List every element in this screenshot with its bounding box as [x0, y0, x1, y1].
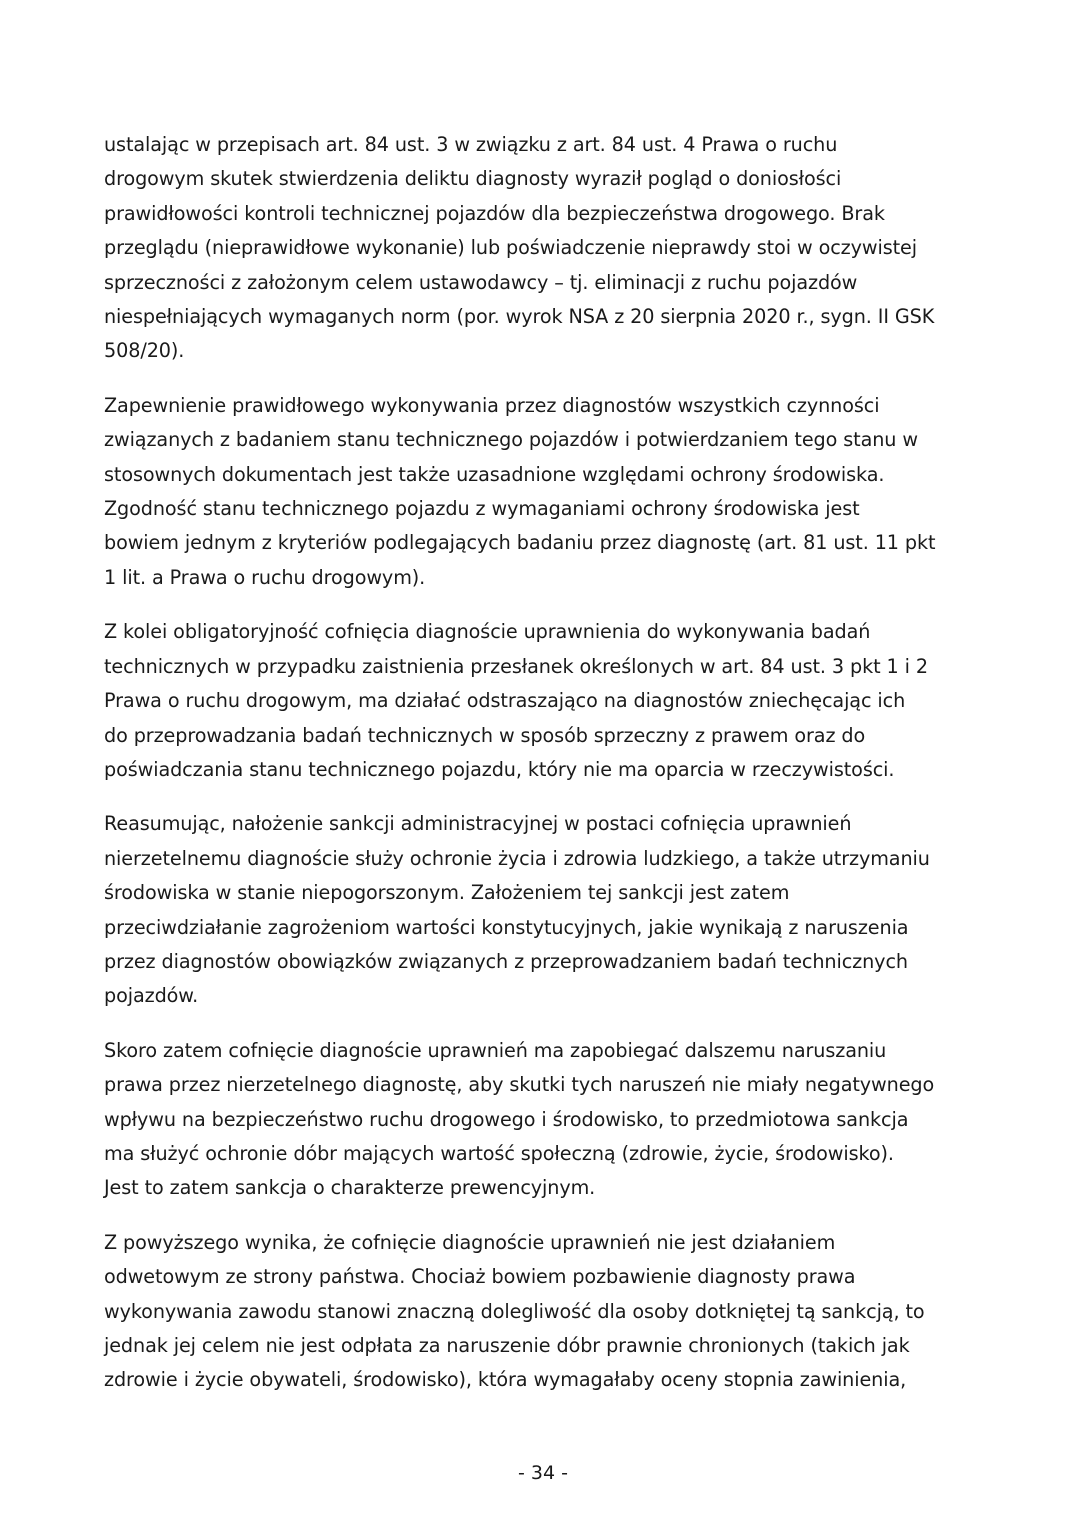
text-line: 1 lit. a Prawa o ruchu drogowym). — [104, 565, 426, 589]
text-line: ma służyć ochronie dóbr mających wartość społeczną (zdrowie, życie, środowisko). — [104, 1141, 894, 1165]
text-line: Zapewnienie prawidłowego wykonywania przez diagnostów wszystkich czynności — [104, 393, 880, 417]
text-line: drogowym skutek stwierdzenia deliktu diagnosty wyraził pogląd o doniosłości — [104, 167, 842, 191]
text-line: związanych z badaniem stanu technicznego pojazdów i potwierdzaniem tego stanu w — [104, 428, 918, 452]
text-line: Prawa o ruchu drogowym, ma działać odstraszająco na diagnostów zniechęcając ich — [104, 689, 906, 713]
text-line: Z powyższego wynika, że cofnięcie diagnoście uprawnień nie jest działaniem — [104, 1230, 836, 1254]
text-line: przez diagnostów obowiązków związanych z przeprowadzaniem badań technicznych — [104, 949, 908, 973]
text-line: Z kolei obligatoryjność cofnięcia diagnoście uprawnienia do wykonywania badań — [104, 620, 871, 644]
text-line: prawa przez nierzetelnego diagnostę, aby skutki tych naruszeń nie miały negatywnego — [104, 1073, 935, 1097]
text-line: poświadczania stanu technicznego pojazdu, który nie ma oparcia w rzeczywistości. — [104, 757, 895, 781]
paragraph-2 — [104, 389, 984, 595]
text-line: technicznych w przypadku zaistnienia przesłanek określonych w art. 84 ust. 3 pkt 1 i 2 — [104, 654, 928, 678]
text-line: pojazdów. — [104, 984, 199, 1008]
text-line: nierzetelnemu diagnoście służy ochronie życia i zdrowia ludzkiego, a także utrzymaniu — [104, 846, 930, 870]
text-line: jednak jej celem nie jest odpłata za naruszenie dóbr prawnie chronionych (takich jak — [104, 1334, 910, 1357]
text-line: niespełniających wymaganych norm (por. wyrok NSA z 20 sierpnia 2020 r., sygn. II GSK — [104, 305, 935, 329]
text-line: przeciwdziałanie zagrożeniom wartości konstytucyjnych, jakie wynikają z naruszenia — [104, 915, 909, 939]
text-line: ustalając w przepisach art. 84 ust. 3 w związku z art. 84 ust. 4 Prawa o ruchu — [104, 133, 838, 156]
paragraph-4 — [104, 807, 984, 1013]
paragraph-6 — [104, 1226, 984, 1398]
text-line: 508/20). — [104, 339, 185, 363]
text-line: do przeprowadzania badań technicznych w sposób sprzeczny z prawem oraz do — [104, 723, 866, 747]
text-line: Skoro zatem cofnięcie diagnoście uprawnień ma zapobiegać dalszemu naruszaniu — [104, 1038, 887, 1062]
text-line: Jest to zatem sankcja o charakterze prewencyjnym. — [104, 1176, 596, 1200]
text-line: stosownych dokumentach jest także uzasadnione względami ochrony środowiska. — [104, 462, 885, 486]
text-line: wykonywania zawodu stanowi znaczną dolegliwość dla osoby dotkniętej tą sankcją, to — [104, 1299, 925, 1323]
page-number: - 34 - — [518, 1462, 568, 1484]
text-line: prawidłowości kontroli technicznej pojazdów dla bezpieczeństwa drogowego. Brak — [104, 201, 885, 225]
body-text — [104, 128, 984, 1418]
text-line: sprzeczności z założonym celem ustawodawcy – tj. eliminacji z ruchu pojazdów — [104, 270, 858, 294]
text-line: odwetowym ze strony państwa. Chociaż bowiem pozbawienie diagnosty prawa — [104, 1265, 856, 1289]
text-line: przeglądu (nieprawidłowe wykonanie) lub poświadczenie nieprawdy stoi w oczywistej — [104, 236, 917, 260]
text-line: Zgodność stanu technicznego pojazdu z wymaganiami ochrony środowiska jest — [104, 497, 860, 521]
text-line: bowiem jednym z kryteriów podlegających badaniu przez diagnostę (art. 81 ust. 11 pkt — [104, 531, 936, 555]
paragraph-1 — [104, 128, 984, 369]
paragraph-5 — [104, 1034, 984, 1206]
text-line: wpływu na bezpieczeństwo ruchu drogowego i środowisko, to przedmiotowa sankcja — [104, 1107, 909, 1131]
text-line: Reasumując, nałożenie sankcji administracyjnej w postaci cofnięcia uprawnień — [104, 812, 852, 836]
text-line: środowiska w stanie niepogorszonym. Założeniem tej sankcji jest zatem — [104, 881, 790, 905]
paragraph-3 — [104, 615, 984, 787]
text-line: zdrowie i życie obywateli, środowisko), która wymagałaby oceny stopnia zawinienia, — [104, 1368, 907, 1392]
